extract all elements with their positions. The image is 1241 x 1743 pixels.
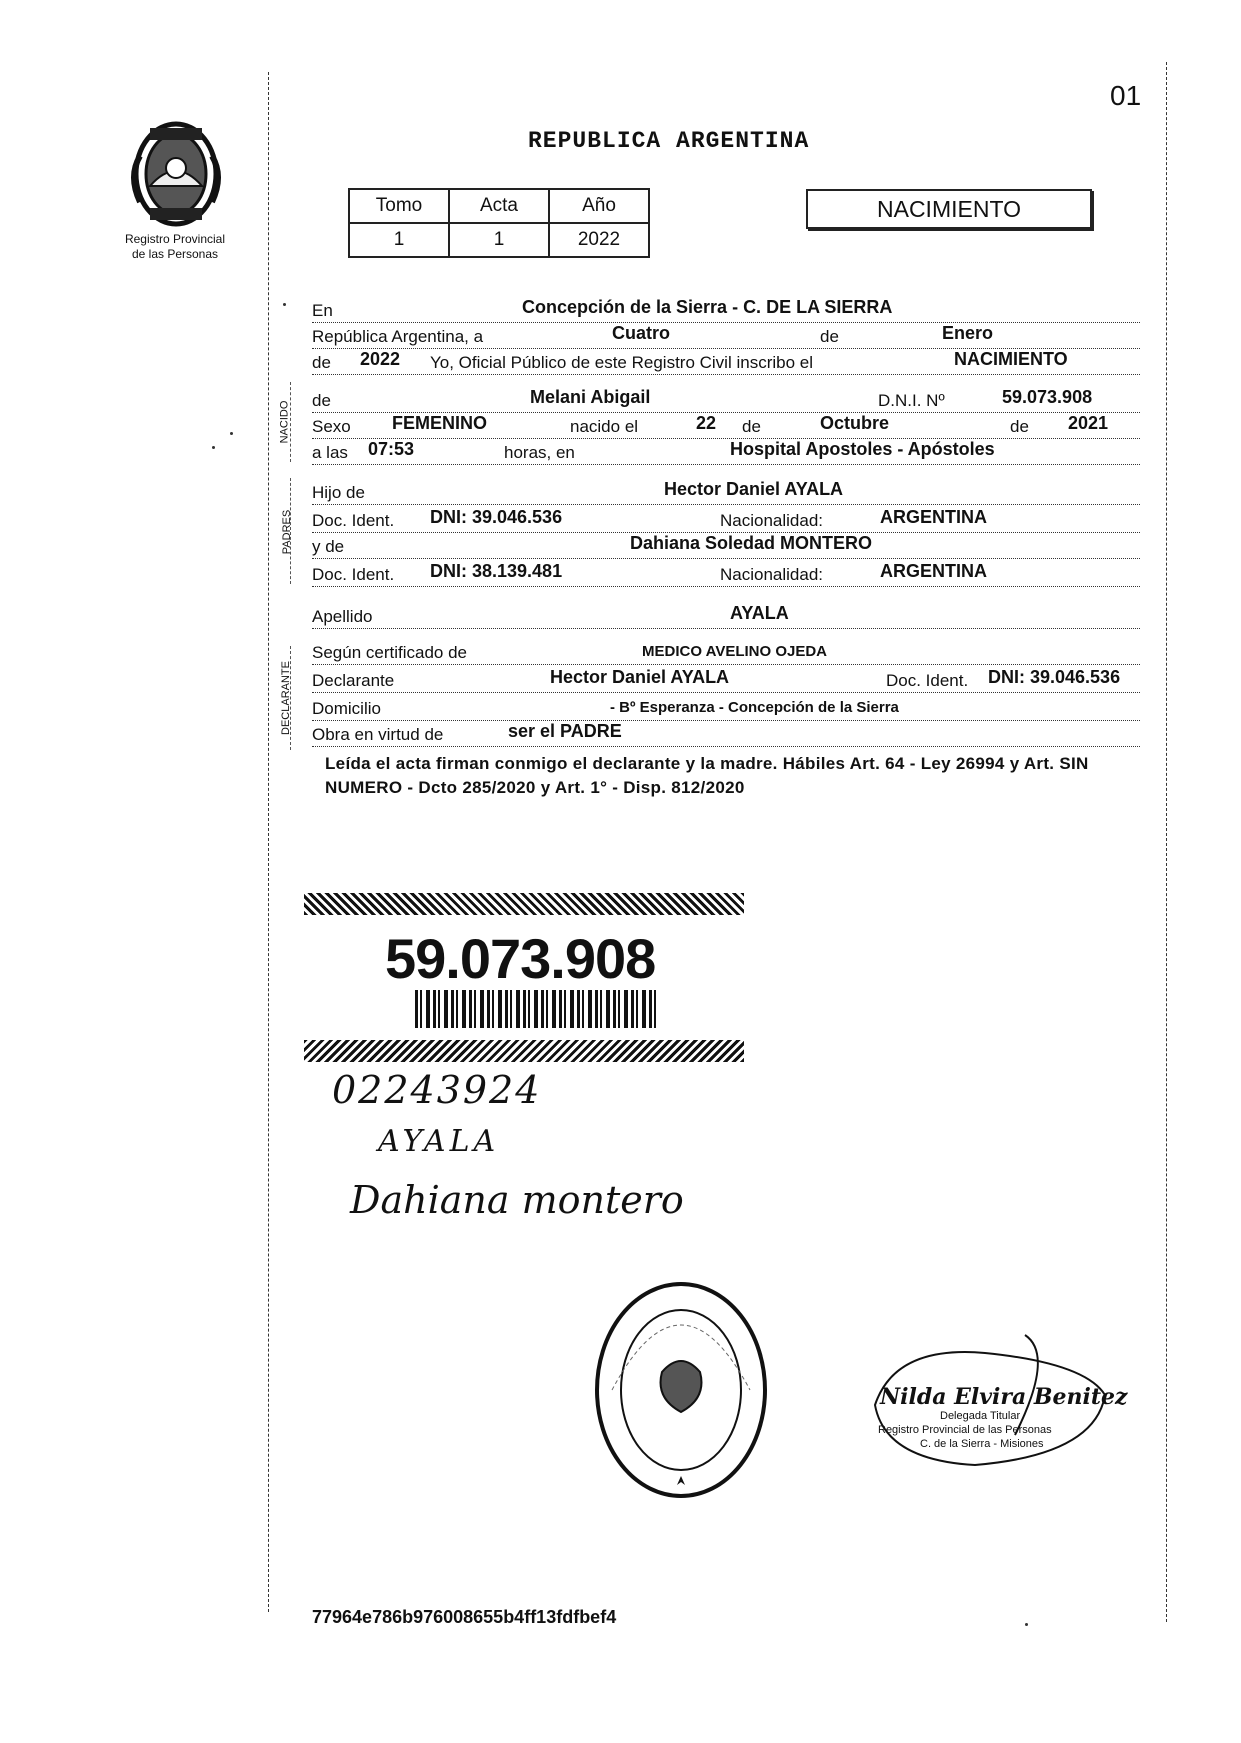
official-registry: Registro Provincial de las Personas: [878, 1424, 1052, 1436]
child-place-line: a las 07:53 horas, en Hospital Apostoles - Apóstoles: [312, 434, 1140, 465]
mother-line: y de Dahiana Soledad MONTERO: [312, 528, 1140, 559]
official-signature-name: Nilda Elvira Benitez: [880, 1384, 1128, 1410]
province-emblem-icon: [120, 116, 232, 230]
certificate-line: Según certificado de MEDICO AVELINO OJEDA: [312, 634, 1140, 665]
mother-doc-line: Doc. Ident. DNI: 38.139.481 Nacionalidad: ARGENTINA: [312, 556, 1140, 587]
handwritten-surname: AYALA: [378, 1124, 500, 1159]
act-line: de 2022 Yo, Oficial Público de este Registro Civil inscribo el NACIMIENTO: [312, 344, 1140, 375]
right-margin-line: [1166, 62, 1167, 1622]
page-number: 01: [1110, 80, 1142, 111]
security-pattern-top: [304, 893, 744, 915]
address-line: Domicilio - Bº Esperanza - Concepción de la Sierra: [312, 690, 1140, 721]
table-cell: 2022: [549, 223, 649, 257]
handwritten-number: 02243924: [332, 1068, 542, 1112]
declarant-line: Declarante Hector Daniel AYALA Doc. Ident. DNI: 39.046.536: [312, 662, 1140, 693]
section-declarante: DECLARANTE: [277, 646, 293, 750]
section-padres: PADRES: [277, 478, 293, 584]
registry-seal-icon: [592, 1280, 770, 1500]
official-location: C. de la Sierra - Misiones: [920, 1438, 1044, 1450]
barcode-number: 59.073.908: [385, 927, 656, 990]
mother-signature: Dahiana montero: [350, 1178, 684, 1222]
table-header: Acta: [449, 189, 549, 223]
section-nacido: NACIDO: [277, 382, 293, 462]
father-line: Hijo de Hector Daniel AYALA: [312, 474, 1140, 505]
official-role: Delegada Titular: [940, 1410, 1021, 1422]
document-hash: 77964e786b976008655b4ff13fdfbef4: [312, 1607, 617, 1627]
registry-table: [348, 188, 650, 258]
table-cell: 1: [449, 223, 549, 257]
act-type-box: NACIMIENTO: [806, 189, 1092, 229]
security-pattern-bottom: [304, 1040, 744, 1062]
table-header: Tomo: [349, 189, 449, 223]
left-margin-line: [268, 72, 269, 1612]
date-line: República Argentina, a Cuatro de Enero: [312, 318, 1140, 349]
capacity-line: Obra en virtud de ser el PADRE: [312, 716, 1140, 747]
logo-caption: Registro Provincial de las Personas: [124, 232, 226, 261]
father-doc-line: Doc. Ident. DNI: 39.046.536 Nacionalidad: ARGENTINA: [312, 502, 1140, 533]
surname-line: Apellido AYALA: [312, 598, 1140, 629]
legal-text: Leída el acta firman conmigo el declarante y la madre. Hábiles Art. 64 - Ley 26994 y Art. SIN NUMERO - Dcto 285/2020 y Art. 1° - Disp. 812/2020: [325, 754, 1089, 797]
table-cell: 1: [349, 223, 449, 257]
child-name-line: de Melani Abigail D.N.I. Nº 59.073.908: [312, 382, 1140, 413]
table-header: Año: [549, 189, 649, 223]
document-title: REPUBLICA ARGENTINA: [528, 128, 810, 154]
barcode: [415, 990, 660, 1028]
place-line: En Concepción de la Sierra - C. DE LA SIERRA: [312, 292, 1140, 323]
child-birth-line: Sexo FEMENINO nacido el 22 de Octubre de 2021: [312, 408, 1140, 439]
